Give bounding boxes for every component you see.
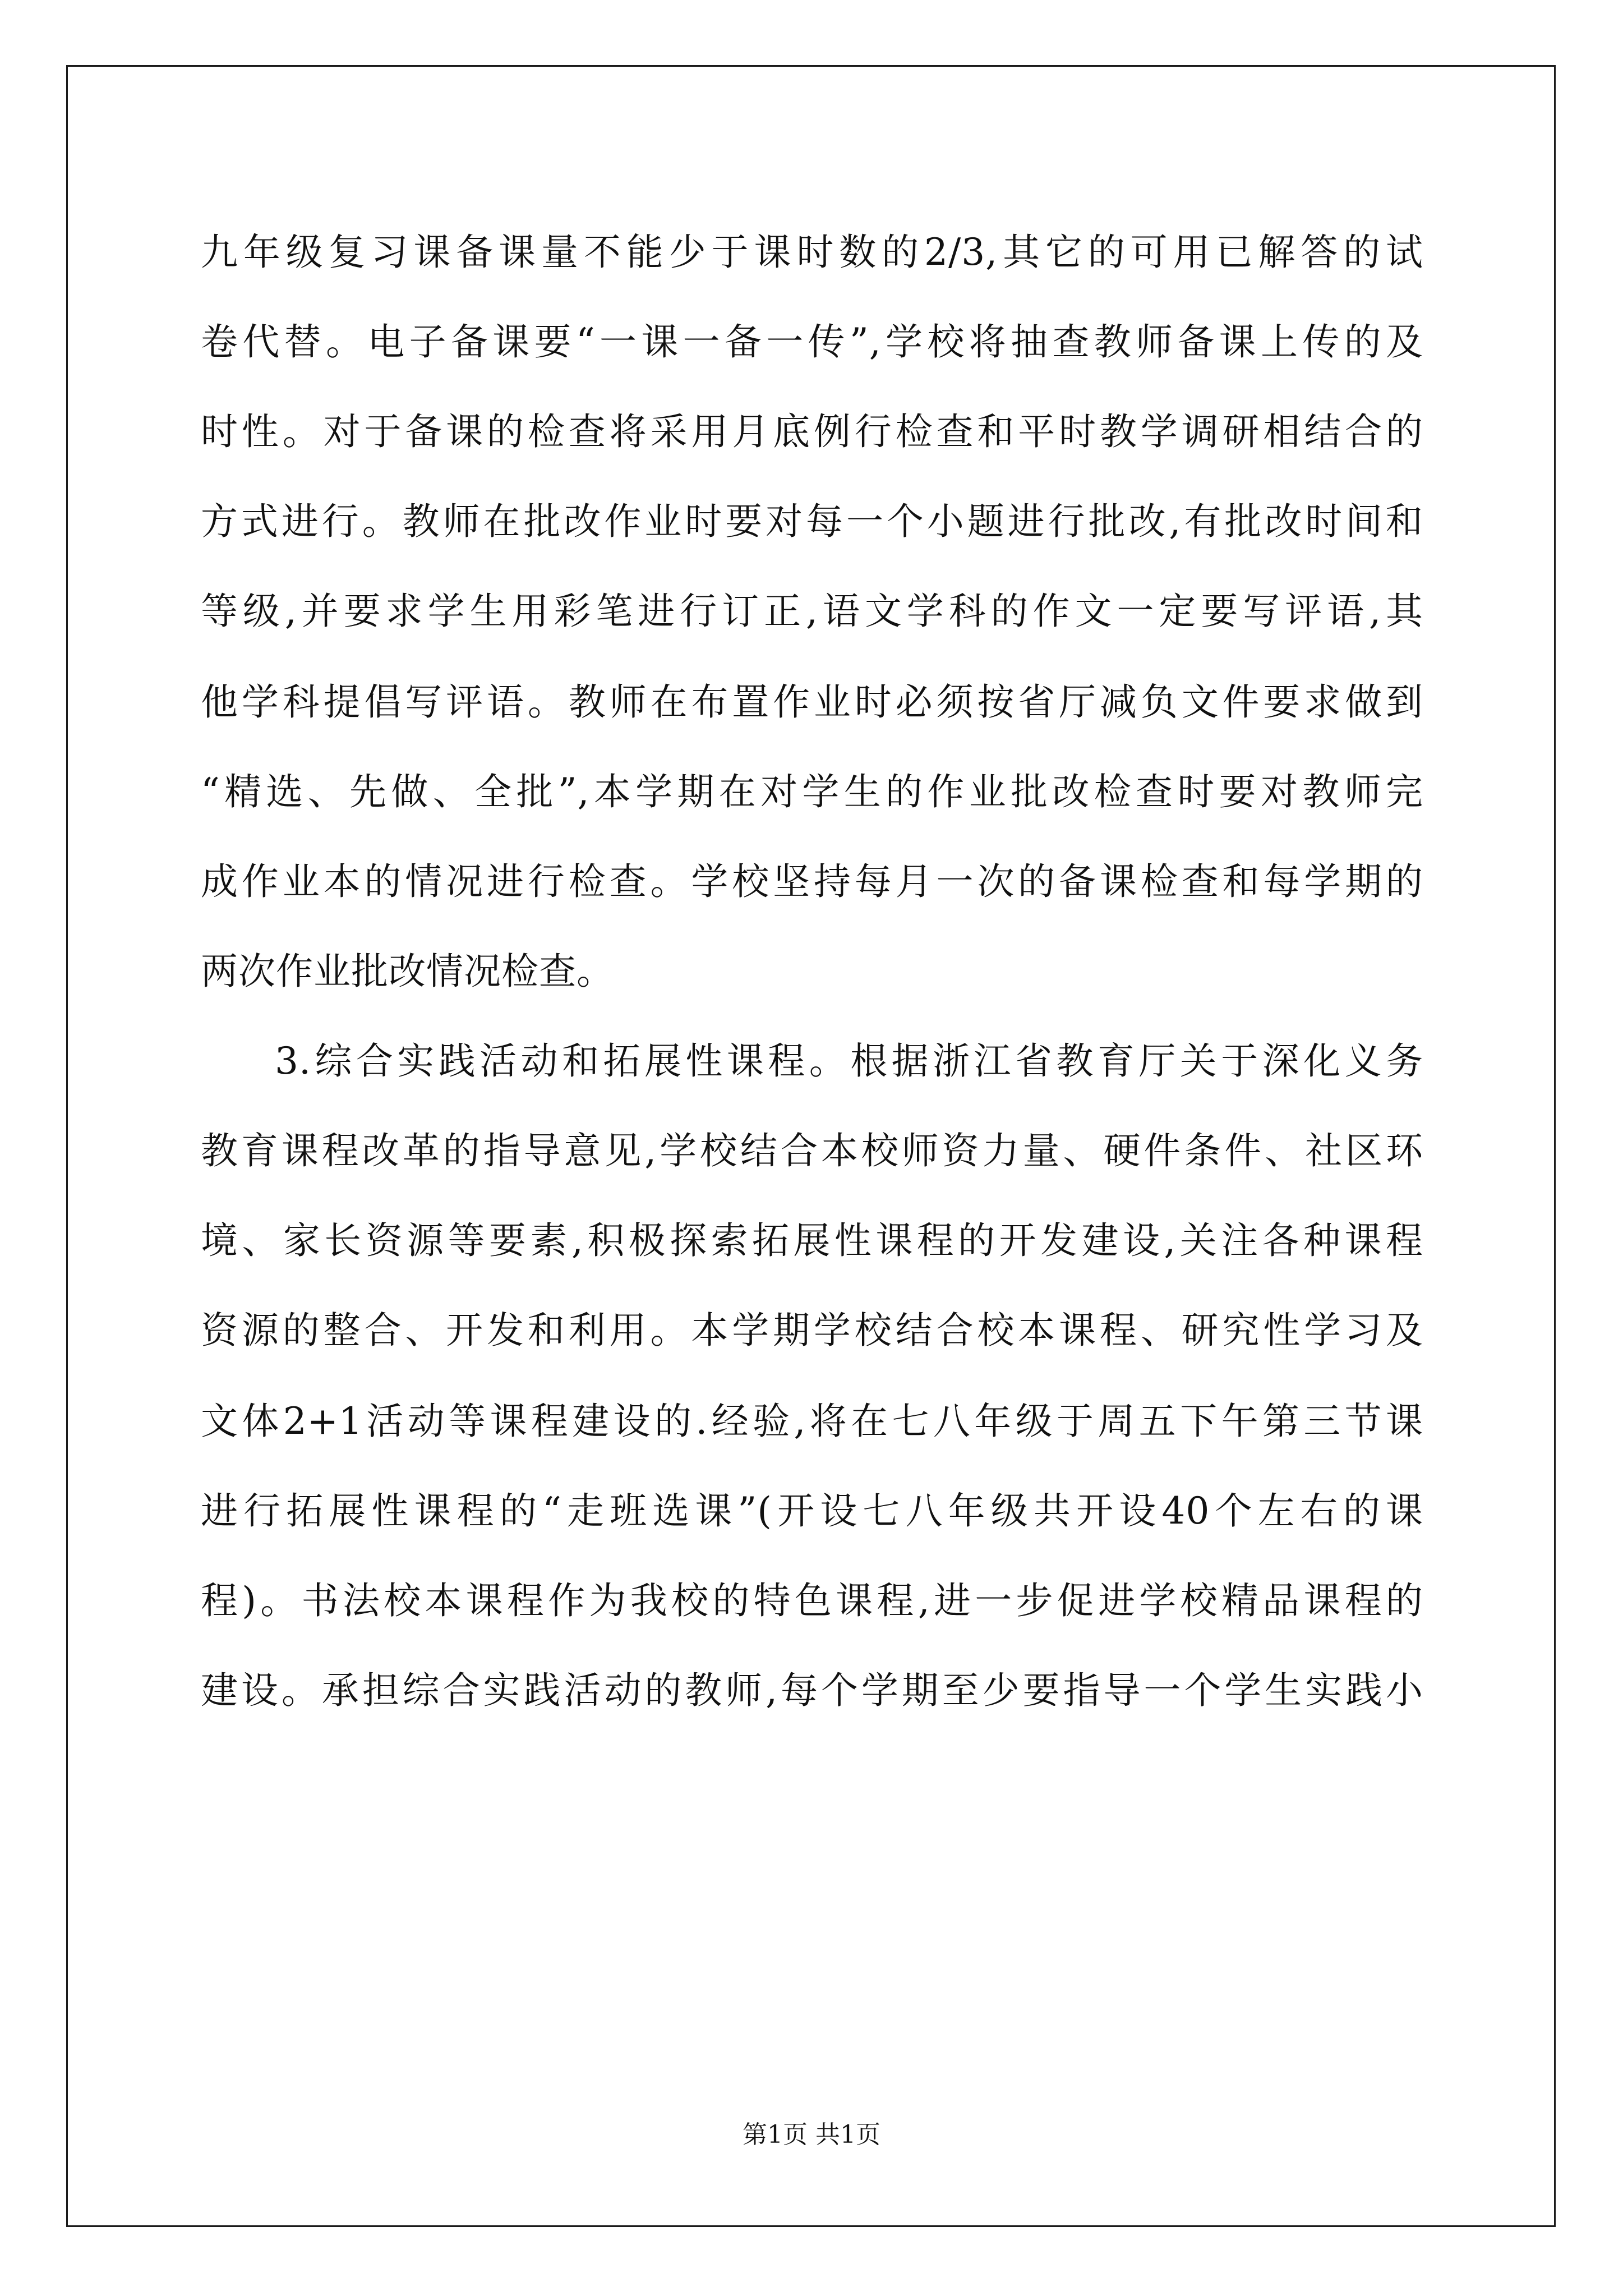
page-footer: 第1页 共1页	[743, 2120, 880, 2149]
paragraph-line: “精选、先做、全批”,本学期在对学生的作业批改检查时要对教师完	[201, 770, 1423, 813]
paragraph-line: 方式进行。教师在批改作业时要对每一个小题进行批改,有批改时间和	[201, 500, 1423, 543]
paragraph-line: 3.综合实践活动和拓展性课程。根据浙江省教育厅关于深化义务	[275, 1039, 1423, 1083]
paragraph-line: 九年级复习课备课量不能少于课时数的2/3,其它的可用已解答的试	[201, 231, 1423, 274]
paragraph-line: 他学科提倡写评语。教师在布置作业时必须按省厅减负文件要求做到	[201, 680, 1423, 724]
paragraph-line: 进行拓展性课程的“走班选课”(开设七八年级共开设40个左右的课	[201, 1489, 1423, 1533]
paragraph-line: 文体2+1活动等课程建设的.经验,将在七八年级于周五下午第三节课	[201, 1400, 1423, 1443]
paragraph-line: 教育课程改革的指导意见,学校结合本校师资力量、硬件条件、社区环	[201, 1129, 1423, 1172]
paragraph-line: 等级,并要求学生用彩笔进行订正,语文学科的作文一定要写评语,其	[201, 590, 1423, 633]
paragraph-line: 时性。对于备课的检查将采用月底例行检查和平时教学调研相结合的	[201, 410, 1423, 453]
paragraph-line: 资源的整合、开发和利用。本学期学校结合校本课程、研究性学习及	[201, 1309, 1423, 1352]
paragraph-line: 两次作业批改情况检查。	[201, 950, 614, 993]
paragraph-line: 建设。承担综合实践活动的教师,每个学期至少要指导一个学生实践小	[201, 1669, 1423, 1712]
paragraph-line: 成作业本的情况进行检查。学校坚持每月一次的备课检查和每学期的	[201, 860, 1423, 903]
paragraph-line: 卷代替。电子备课要“一课一备一传”,学校将抽查教师备课上传的及	[201, 320, 1423, 364]
paragraph-line: 程)。书法校本课程作为我校的特色课程,进一步促进学校精品课程的	[201, 1579, 1423, 1622]
paragraph-line: 境、家长资源等要素,积极探索拓展性课程的开发建设,关注各种课程	[201, 1219, 1423, 1262]
